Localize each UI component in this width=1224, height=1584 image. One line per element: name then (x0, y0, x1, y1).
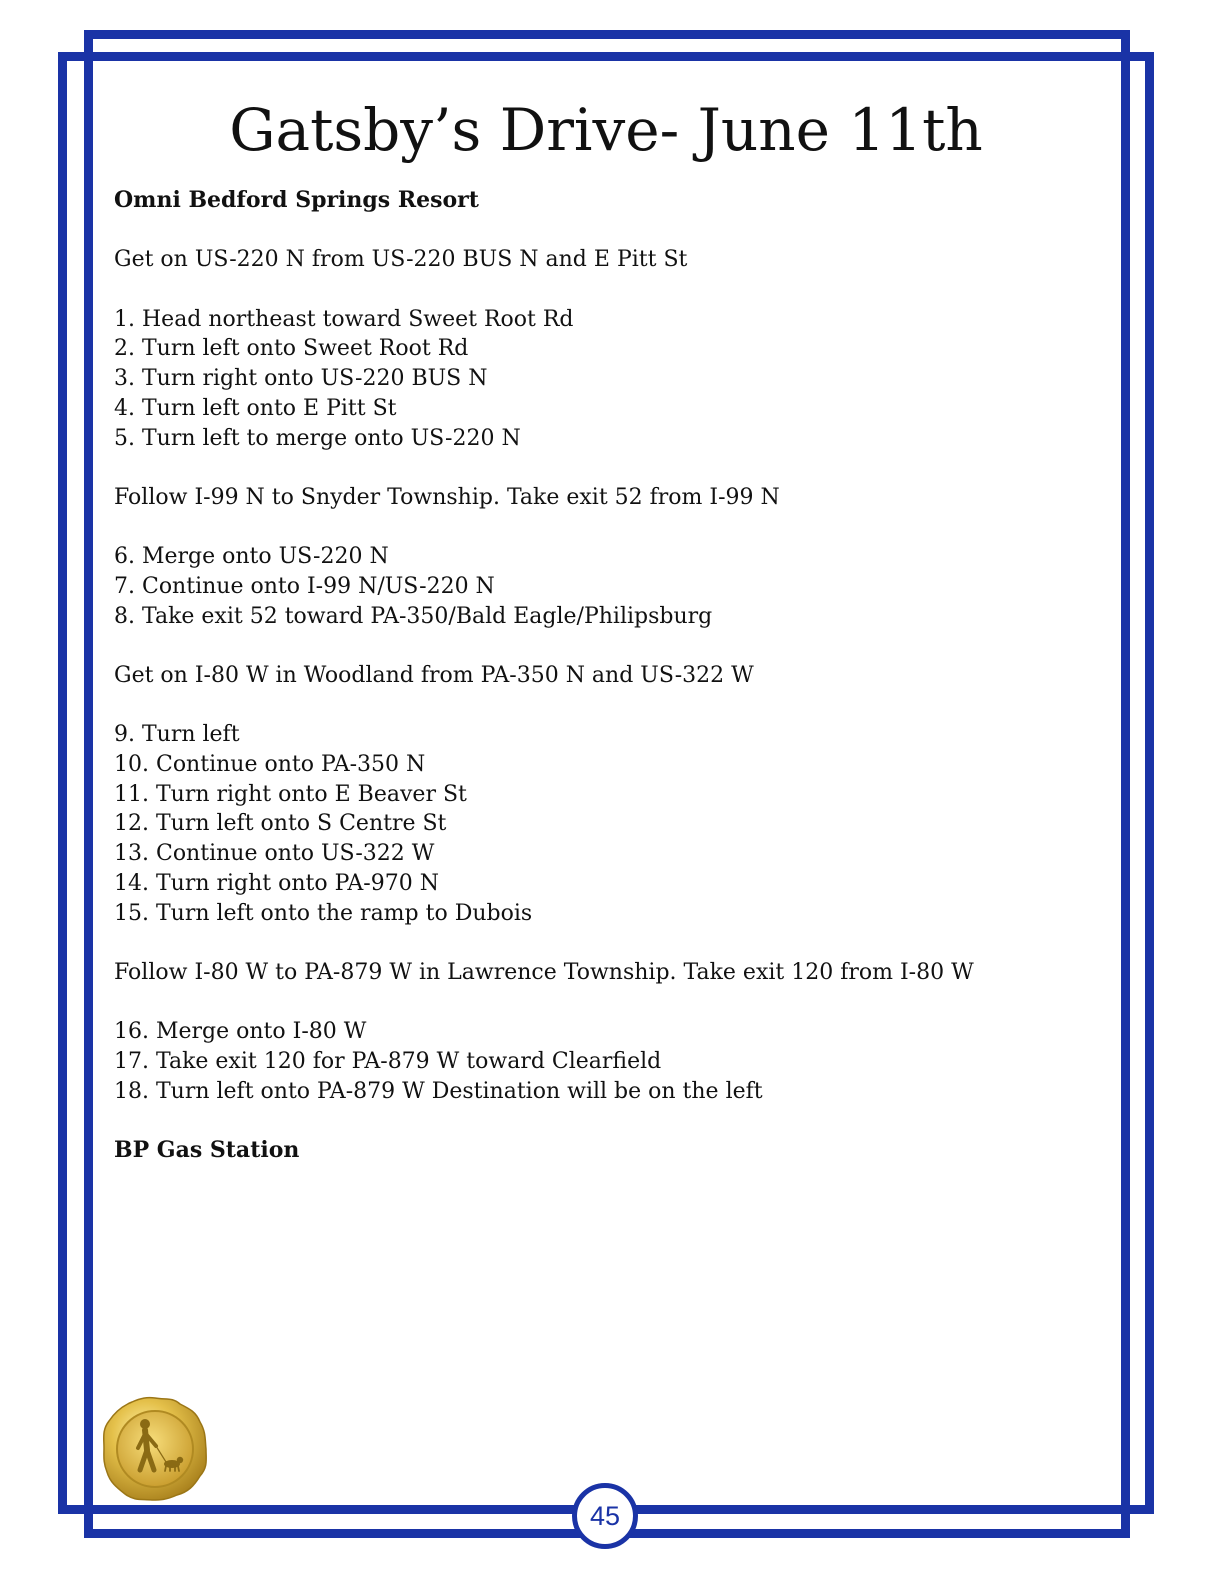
direction-step: 16. Merge onto I-80 W (114, 1019, 367, 1045)
direction-step: 14. Turn right onto PA-970 N (114, 870, 439, 896)
direction-step: 7. Continue onto I-99 N/US-220 N (114, 573, 495, 599)
direction-step: 10. Continue onto PA-350 N (114, 752, 426, 778)
spacer (114, 216, 1124, 246)
direction-step: 11. Turn right onto E Beaver St (114, 781, 467, 807)
direction-step: 2. Turn left onto Sweet Root Rd (114, 336, 469, 362)
direction-step: 18. Turn left onto PA-879 W Destination will be on the left (114, 1078, 763, 1104)
spacer (114, 691, 1124, 721)
page-number: 45 (572, 1483, 638, 1549)
direction-step: 4. Turn left onto E Pitt St (114, 395, 397, 421)
start-location: Omni Bedford Springs Resort (114, 187, 479, 213)
direction-step: 13. Continue onto US-322 W (114, 841, 435, 867)
direction-step: 15. Turn left onto the ramp to Dubois (114, 900, 533, 926)
direction-step: 12. Turn left onto S Centre St (114, 811, 447, 837)
spacer (114, 928, 1124, 958)
direction-step: 8. Take exit 52 toward PA-350/Bald Eagle/Philipsburg (114, 603, 713, 629)
direction-step: 1. Head northeast toward Sweet Root Rd (114, 306, 574, 332)
direction-step: 6. Merge onto US-220 N (114, 544, 389, 570)
section-heading: Follow I-80 W to PA-879 W in Lawrence Township. Take exit 120 from I-80 W (114, 959, 974, 985)
direction-step: 17. Take exit 120 for PA-879 W toward Clearfield (114, 1048, 662, 1074)
spacer (114, 988, 1124, 1018)
spacer (114, 513, 1124, 543)
gold-seal-icon (100, 1394, 210, 1504)
section-heading: Get on I-80 W in Woodland from PA-350 N and US-322 W (114, 663, 754, 688)
spacer (114, 453, 1124, 483)
direction-step: 9. Turn left (114, 722, 240, 748)
end-location: BP Gas Station (114, 1137, 300, 1163)
spacer (114, 275, 1124, 305)
direction-step: 5. Turn left to merge onto US-220 N (114, 425, 521, 451)
section-heading: Get on US-220 N from US-220 BUS N and E Pitt St (114, 247, 688, 273)
direction-step: 3. Turn right onto US-220 BUS N (114, 366, 488, 392)
section-heading: Follow I-99 N to Snyder Township. Take exit 52 from I-99 N (114, 484, 780, 510)
directions-body (114, 186, 1124, 1166)
spacer (114, 631, 1124, 661)
spacer (114, 1106, 1124, 1136)
page-title: Gatsby’s Drive- June 11th (229, 96, 983, 164)
